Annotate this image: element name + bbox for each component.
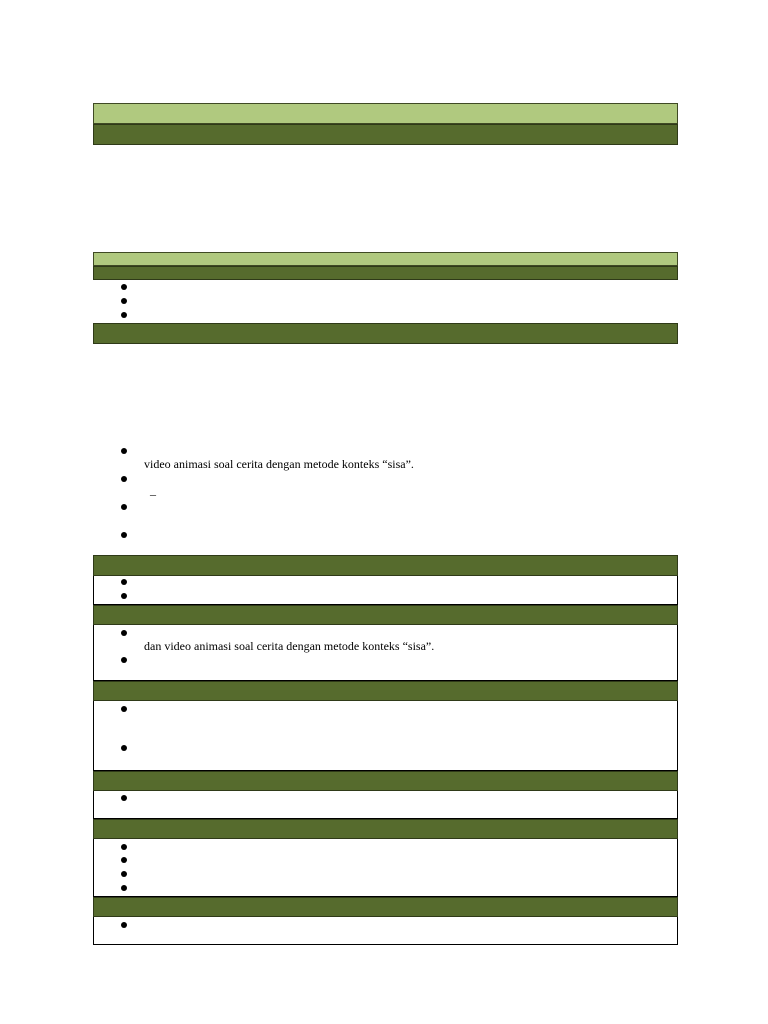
list-bullet: [121, 871, 127, 877]
list-bullet: [121, 630, 127, 636]
list-bullet: [121, 448, 127, 454]
list-bullet: [121, 922, 127, 928]
table-row-header: [93, 897, 678, 917]
table-row-body: [93, 791, 678, 819]
table-row-body: [93, 917, 678, 945]
list-bullet: [121, 795, 127, 801]
table-row-header: [93, 771, 678, 791]
list-bullet: [121, 844, 127, 850]
section2-band-dark: [93, 323, 678, 344]
header-band-light: [93, 103, 678, 124]
table-row-body: [93, 576, 678, 605]
list-bullet: [121, 504, 127, 510]
list-bullet: [121, 312, 127, 318]
list-item-text: _: [150, 483, 156, 497]
list-bullet: [121, 532, 127, 538]
list-item-text: video animasi soal cerita dengan metode konteks “sisa”.: [144, 457, 414, 471]
list-bullet: [121, 885, 127, 891]
list-bullet: [121, 593, 127, 599]
header-band-dark: [93, 124, 678, 145]
table-row-body: [93, 701, 678, 771]
list-bullet: [121, 579, 127, 585]
table-row-header: [93, 555, 678, 576]
list-bullet: [121, 857, 127, 863]
list-bullet: [121, 476, 127, 482]
table-row-header: [93, 681, 678, 701]
list-item-text: dan video animasi soal cerita dengan metode konteks “sisa”.: [144, 639, 435, 653]
list-bullet: [121, 745, 127, 751]
list-bullet: [121, 284, 127, 290]
section1-band-dark: [93, 266, 678, 280]
table-row-header: [93, 605, 678, 625]
table-row-body: [93, 625, 678, 681]
section1-band-light: [93, 252, 678, 266]
list-bullet: [121, 298, 127, 304]
table-row-header: [93, 819, 678, 839]
list-bullet: [121, 657, 127, 663]
table-row-body: [93, 839, 678, 897]
list-bullet: [121, 706, 127, 712]
